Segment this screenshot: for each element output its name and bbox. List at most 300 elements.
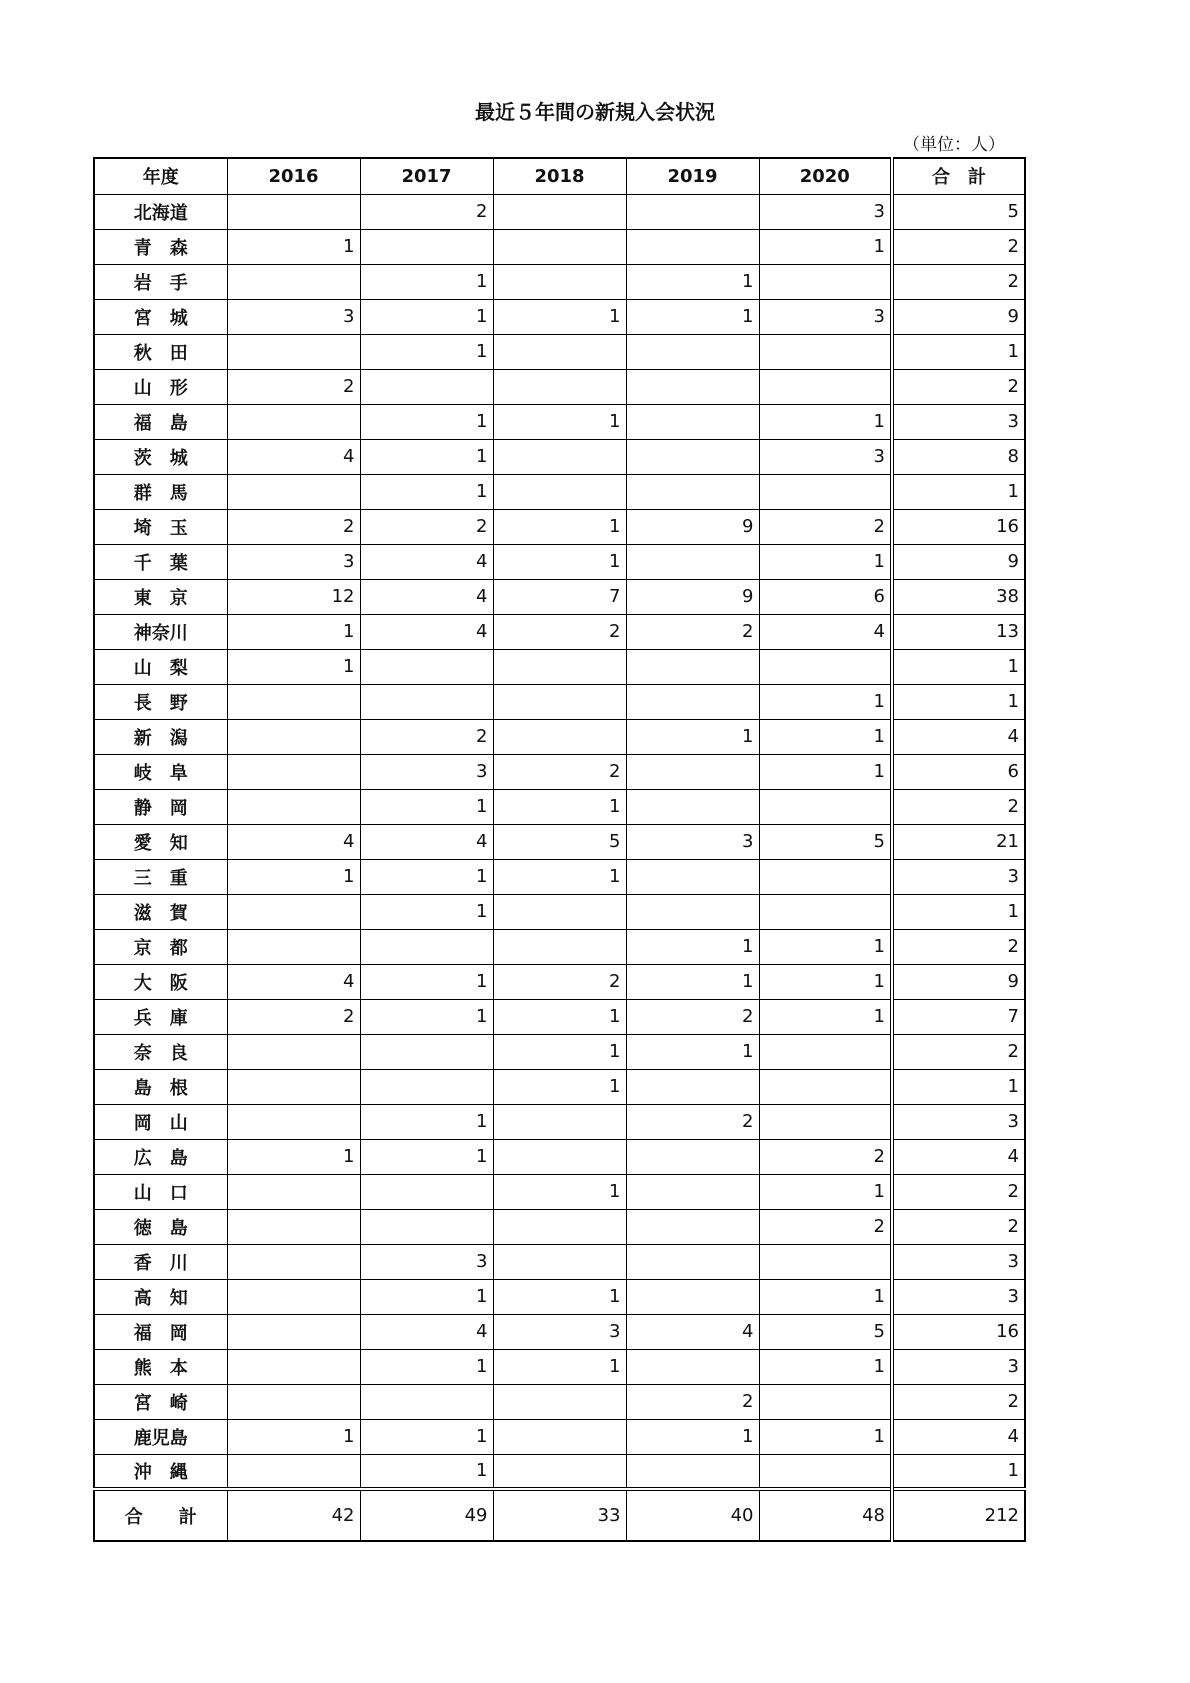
row-total: 7 bbox=[892, 999, 1025, 1034]
count-cell-2020 bbox=[759, 369, 892, 404]
count-cell-2017: 1 bbox=[360, 1279, 493, 1314]
count-cell-2017 bbox=[360, 1209, 493, 1244]
count-cell-2016: 4 bbox=[227, 964, 360, 999]
count-cell-2017: 1 bbox=[360, 404, 493, 439]
prefecture-name: 香 川 bbox=[94, 1244, 227, 1279]
count-cell-2018: 1 bbox=[493, 509, 626, 544]
count-cell-2018: 1 bbox=[493, 999, 626, 1034]
table-row bbox=[94, 1314, 1025, 1349]
count-cell-2020: 3 bbox=[759, 194, 892, 229]
table-row bbox=[94, 369, 1025, 404]
row-total: 16 bbox=[892, 1314, 1025, 1349]
table-row bbox=[94, 1069, 1025, 1104]
count-cell-2016 bbox=[227, 754, 360, 789]
count-cell-2016 bbox=[227, 1349, 360, 1384]
count-cell-2017: 1 bbox=[360, 789, 493, 824]
table-row bbox=[94, 1384, 1025, 1419]
table-row bbox=[94, 509, 1025, 544]
table-body bbox=[94, 194, 1025, 1489]
prefecture-name: 北海道 bbox=[94, 194, 227, 229]
count-cell-2020: 2 bbox=[759, 1209, 892, 1244]
count-cell-2018 bbox=[493, 369, 626, 404]
prefecture-name: 埼 玉 bbox=[94, 509, 227, 544]
row-total: 16 bbox=[892, 509, 1025, 544]
row-total: 3 bbox=[892, 1104, 1025, 1139]
count-cell-2017: 1 bbox=[360, 1454, 493, 1489]
count-cell-2016: 2 bbox=[227, 509, 360, 544]
header-row bbox=[94, 158, 1025, 194]
count-cell-2019 bbox=[626, 1209, 759, 1244]
count-cell-2017 bbox=[360, 1174, 493, 1209]
count-cell-2020 bbox=[759, 1104, 892, 1139]
count-cell-2016 bbox=[227, 789, 360, 824]
row-total: 6 bbox=[892, 754, 1025, 789]
count-cell-2020 bbox=[759, 1384, 892, 1419]
table-row bbox=[94, 299, 1025, 334]
table-row bbox=[94, 1209, 1025, 1244]
count-cell-2016 bbox=[227, 1314, 360, 1349]
count-cell-2017 bbox=[360, 929, 493, 964]
prefecture-name: 宮 城 bbox=[94, 299, 227, 334]
count-cell-2019: 1 bbox=[626, 964, 759, 999]
count-cell-2016 bbox=[227, 264, 360, 299]
header-year-2020: 2020 bbox=[759, 158, 892, 194]
row-total: 4 bbox=[892, 1419, 1025, 1454]
count-cell-2018 bbox=[493, 1104, 626, 1139]
count-cell-2016 bbox=[227, 1209, 360, 1244]
row-total: 1 bbox=[892, 649, 1025, 684]
count-cell-2018 bbox=[493, 684, 626, 719]
count-cell-2020: 5 bbox=[759, 824, 892, 859]
count-cell-2017: 1 bbox=[360, 1139, 493, 1174]
count-cell-2019: 2 bbox=[626, 999, 759, 1034]
count-cell-2016 bbox=[227, 929, 360, 964]
sum-label: 合 計 bbox=[94, 1489, 227, 1541]
count-cell-2019 bbox=[626, 474, 759, 509]
count-cell-2017 bbox=[360, 649, 493, 684]
row-total: 4 bbox=[892, 1139, 1025, 1174]
count-cell-2020: 3 bbox=[759, 439, 892, 474]
count-cell-2016 bbox=[227, 719, 360, 754]
count-cell-2019 bbox=[626, 1279, 759, 1314]
row-total: 3 bbox=[892, 859, 1025, 894]
count-cell-2018: 1 bbox=[493, 789, 626, 824]
count-cell-2020 bbox=[759, 264, 892, 299]
count-cell-2020: 1 bbox=[759, 719, 892, 754]
prefecture-name: 山 口 bbox=[94, 1174, 227, 1209]
prefecture-name: 徳 島 bbox=[94, 1209, 227, 1244]
count-cell-2016: 2 bbox=[227, 999, 360, 1034]
count-cell-2020: 1 bbox=[759, 754, 892, 789]
row-total: 1 bbox=[892, 474, 1025, 509]
row-total: 9 bbox=[892, 964, 1025, 999]
count-cell-2020 bbox=[759, 859, 892, 894]
count-cell-2018: 1 bbox=[493, 404, 626, 439]
row-total: 2 bbox=[892, 229, 1025, 264]
count-cell-2018: 1 bbox=[493, 1069, 626, 1104]
unit-note: （単位：人） bbox=[903, 135, 1005, 155]
sum-cell-2018: 33 bbox=[493, 1489, 626, 1541]
count-cell-2018 bbox=[493, 1454, 626, 1489]
count-cell-2019: 3 bbox=[626, 824, 759, 859]
row-total: 1 bbox=[892, 1454, 1025, 1489]
table-row bbox=[94, 334, 1025, 369]
count-cell-2017: 1 bbox=[360, 334, 493, 369]
count-cell-2020 bbox=[759, 1454, 892, 1489]
row-total: 2 bbox=[892, 1034, 1025, 1069]
prefecture-name: 滋 賀 bbox=[94, 894, 227, 929]
count-cell-2016 bbox=[227, 1244, 360, 1279]
row-total: 2 bbox=[892, 1384, 1025, 1419]
count-cell-2018: 1 bbox=[493, 859, 626, 894]
membership-table bbox=[93, 157, 1026, 1542]
count-cell-2018 bbox=[493, 1419, 626, 1454]
table-row bbox=[94, 404, 1025, 439]
count-cell-2020: 1 bbox=[759, 1349, 892, 1384]
count-cell-2020: 6 bbox=[759, 579, 892, 614]
count-cell-2018: 1 bbox=[493, 299, 626, 334]
count-cell-2018 bbox=[493, 194, 626, 229]
count-cell-2017 bbox=[360, 684, 493, 719]
count-cell-2019: 1 bbox=[626, 1034, 759, 1069]
row-total: 13 bbox=[892, 614, 1025, 649]
count-cell-2017: 1 bbox=[360, 894, 493, 929]
table-row bbox=[94, 264, 1025, 299]
prefecture-name: 大 阪 bbox=[94, 964, 227, 999]
count-cell-2016: 3 bbox=[227, 544, 360, 579]
count-cell-2018: 2 bbox=[493, 964, 626, 999]
header-year-2017: 2017 bbox=[360, 158, 493, 194]
count-cell-2019: 1 bbox=[626, 299, 759, 334]
count-cell-2019: 9 bbox=[626, 509, 759, 544]
count-cell-2020: 1 bbox=[759, 999, 892, 1034]
count-cell-2018 bbox=[493, 334, 626, 369]
count-cell-2020 bbox=[759, 649, 892, 684]
count-cell-2019 bbox=[626, 1174, 759, 1209]
count-cell-2017 bbox=[360, 1069, 493, 1104]
count-cell-2018 bbox=[493, 929, 626, 964]
row-total: 9 bbox=[892, 544, 1025, 579]
count-cell-2020: 3 bbox=[759, 299, 892, 334]
count-cell-2017 bbox=[360, 1034, 493, 1069]
prefecture-name: 岐 阜 bbox=[94, 754, 227, 789]
count-cell-2020: 4 bbox=[759, 614, 892, 649]
row-total: 3 bbox=[892, 1244, 1025, 1279]
count-cell-2016: 1 bbox=[227, 229, 360, 264]
count-cell-2019 bbox=[626, 404, 759, 439]
row-total: 1 bbox=[892, 684, 1025, 719]
count-cell-2016 bbox=[227, 194, 360, 229]
count-cell-2019: 1 bbox=[626, 264, 759, 299]
row-total: 38 bbox=[892, 579, 1025, 614]
count-cell-2017 bbox=[360, 229, 493, 264]
count-cell-2020 bbox=[759, 1244, 892, 1279]
count-cell-2020 bbox=[759, 334, 892, 369]
row-total: 2 bbox=[892, 264, 1025, 299]
header-total: 合 計 bbox=[892, 158, 1025, 194]
prefecture-name: 青 森 bbox=[94, 229, 227, 264]
prefecture-name: 岩 手 bbox=[94, 264, 227, 299]
count-cell-2018 bbox=[493, 649, 626, 684]
row-total: 2 bbox=[892, 929, 1025, 964]
count-cell-2019 bbox=[626, 369, 759, 404]
prefecture-name: 茨 城 bbox=[94, 439, 227, 474]
count-cell-2017: 1 bbox=[360, 299, 493, 334]
count-cell-2020: 1 bbox=[759, 964, 892, 999]
prefecture-name: 秋 田 bbox=[94, 334, 227, 369]
prefecture-name: 兵 庫 bbox=[94, 999, 227, 1034]
count-cell-2019: 2 bbox=[626, 1104, 759, 1139]
count-cell-2018: 2 bbox=[493, 754, 626, 789]
header-year-2018: 2018 bbox=[493, 158, 626, 194]
sum-cell-2020: 48 bbox=[759, 1489, 892, 1541]
prefecture-name: 京 都 bbox=[94, 929, 227, 964]
count-cell-2018: 5 bbox=[493, 824, 626, 859]
count-cell-2018 bbox=[493, 229, 626, 264]
count-cell-2019 bbox=[626, 1244, 759, 1279]
prefecture-name: 山 梨 bbox=[94, 649, 227, 684]
prefecture-name: 愛 知 bbox=[94, 824, 227, 859]
count-cell-2016: 4 bbox=[227, 439, 360, 474]
count-cell-2016 bbox=[227, 1069, 360, 1104]
count-cell-2018 bbox=[493, 264, 626, 299]
count-cell-2018 bbox=[493, 719, 626, 754]
prefecture-name: 群 馬 bbox=[94, 474, 227, 509]
table-row bbox=[94, 1034, 1025, 1069]
prefecture-name: 宮 崎 bbox=[94, 1384, 227, 1419]
count-cell-2018: 2 bbox=[493, 614, 626, 649]
count-cell-2018 bbox=[493, 894, 626, 929]
count-cell-2020: 1 bbox=[759, 1174, 892, 1209]
count-cell-2020: 1 bbox=[759, 404, 892, 439]
page-title: 最近５年間の新規入会状況 bbox=[475, 100, 715, 124]
count-cell-2016 bbox=[227, 1034, 360, 1069]
table-row bbox=[94, 999, 1025, 1034]
count-cell-2019 bbox=[626, 334, 759, 369]
count-cell-2017: 1 bbox=[360, 439, 493, 474]
count-cell-2020: 2 bbox=[759, 509, 892, 544]
count-cell-2016 bbox=[227, 1104, 360, 1139]
row-total: 1 bbox=[892, 1069, 1025, 1104]
count-cell-2017: 4 bbox=[360, 1314, 493, 1349]
count-cell-2017: 1 bbox=[360, 1349, 493, 1384]
count-cell-2016: 1 bbox=[227, 1139, 360, 1174]
count-cell-2019: 1 bbox=[626, 1419, 759, 1454]
table-row bbox=[94, 1419, 1025, 1454]
count-cell-2020 bbox=[759, 894, 892, 929]
prefecture-name: 鹿児島 bbox=[94, 1419, 227, 1454]
count-cell-2017: 1 bbox=[360, 859, 493, 894]
count-cell-2016 bbox=[227, 684, 360, 719]
row-total: 2 bbox=[892, 789, 1025, 824]
count-cell-2020 bbox=[759, 1034, 892, 1069]
count-cell-2018: 1 bbox=[493, 1349, 626, 1384]
count-cell-2016 bbox=[227, 1174, 360, 1209]
row-total: 21 bbox=[892, 824, 1025, 859]
count-cell-2020: 1 bbox=[759, 684, 892, 719]
count-cell-2019 bbox=[626, 544, 759, 579]
count-cell-2017: 2 bbox=[360, 194, 493, 229]
count-cell-2020 bbox=[759, 1069, 892, 1104]
count-cell-2019: 2 bbox=[626, 1384, 759, 1419]
count-cell-2018 bbox=[493, 474, 626, 509]
count-cell-2016: 4 bbox=[227, 824, 360, 859]
count-cell-2019 bbox=[626, 649, 759, 684]
count-cell-2017: 4 bbox=[360, 544, 493, 579]
row-total: 3 bbox=[892, 1279, 1025, 1314]
count-cell-2017: 1 bbox=[360, 1104, 493, 1139]
count-cell-2018 bbox=[493, 439, 626, 474]
table-row bbox=[94, 859, 1025, 894]
row-total: 5 bbox=[892, 194, 1025, 229]
count-cell-2017: 1 bbox=[360, 999, 493, 1034]
count-cell-2019 bbox=[626, 859, 759, 894]
count-cell-2020: 1 bbox=[759, 929, 892, 964]
table-row bbox=[94, 964, 1025, 999]
count-cell-2017: 1 bbox=[360, 964, 493, 999]
count-cell-2020 bbox=[759, 789, 892, 824]
count-cell-2016 bbox=[227, 474, 360, 509]
count-cell-2017: 1 bbox=[360, 474, 493, 509]
count-cell-2017 bbox=[360, 369, 493, 404]
count-cell-2020: 1 bbox=[759, 544, 892, 579]
count-cell-2016 bbox=[227, 1454, 360, 1489]
table-row bbox=[94, 1244, 1025, 1279]
prefecture-name: 熊 本 bbox=[94, 1349, 227, 1384]
table-row bbox=[94, 579, 1025, 614]
count-cell-2016: 2 bbox=[227, 369, 360, 404]
sum-cell-2016: 42 bbox=[227, 1489, 360, 1541]
prefecture-name: 高 知 bbox=[94, 1279, 227, 1314]
table-row bbox=[94, 929, 1025, 964]
table-row bbox=[94, 474, 1025, 509]
count-cell-2016: 3 bbox=[227, 299, 360, 334]
header-year-label: 年度 bbox=[94, 158, 227, 194]
count-cell-2017: 4 bbox=[360, 579, 493, 614]
count-cell-2020: 1 bbox=[759, 229, 892, 264]
count-cell-2018: 3 bbox=[493, 1314, 626, 1349]
prefecture-name: 広 島 bbox=[94, 1139, 227, 1174]
count-cell-2018 bbox=[493, 1139, 626, 1174]
count-cell-2020: 5 bbox=[759, 1314, 892, 1349]
count-cell-2016: 12 bbox=[227, 579, 360, 614]
count-cell-2017: 3 bbox=[360, 754, 493, 789]
table-row bbox=[94, 544, 1025, 579]
count-cell-2016: 1 bbox=[227, 1419, 360, 1454]
table-row bbox=[94, 194, 1025, 229]
count-cell-2016: 1 bbox=[227, 614, 360, 649]
count-cell-2019 bbox=[626, 789, 759, 824]
sum-row bbox=[94, 1489, 1025, 1541]
row-total: 3 bbox=[892, 1349, 1025, 1384]
count-cell-2016 bbox=[227, 1384, 360, 1419]
table-row bbox=[94, 229, 1025, 264]
count-cell-2019: 4 bbox=[626, 1314, 759, 1349]
count-cell-2018 bbox=[493, 1209, 626, 1244]
count-cell-2020: 1 bbox=[759, 1279, 892, 1314]
count-cell-2019 bbox=[626, 1454, 759, 1489]
count-cell-2019: 1 bbox=[626, 929, 759, 964]
count-cell-2019 bbox=[626, 229, 759, 264]
table-row bbox=[94, 439, 1025, 474]
count-cell-2018: 1 bbox=[493, 1034, 626, 1069]
prefecture-name: 福 島 bbox=[94, 404, 227, 439]
count-cell-2017: 2 bbox=[360, 719, 493, 754]
prefecture-name: 山 形 bbox=[94, 369, 227, 404]
count-cell-2017: 1 bbox=[360, 1419, 493, 1454]
count-cell-2019 bbox=[626, 1349, 759, 1384]
count-cell-2019 bbox=[626, 1139, 759, 1174]
prefecture-name: 島 根 bbox=[94, 1069, 227, 1104]
count-cell-2016 bbox=[227, 404, 360, 439]
count-cell-2019 bbox=[626, 1069, 759, 1104]
count-cell-2019 bbox=[626, 894, 759, 929]
table-row bbox=[94, 1279, 1025, 1314]
count-cell-2018 bbox=[493, 1244, 626, 1279]
sum-cell-2019: 40 bbox=[626, 1489, 759, 1541]
table-row bbox=[94, 719, 1025, 754]
table-row bbox=[94, 614, 1025, 649]
prefecture-name: 東 京 bbox=[94, 579, 227, 614]
count-cell-2016 bbox=[227, 1279, 360, 1314]
table-row bbox=[94, 649, 1025, 684]
prefecture-name: 静 岡 bbox=[94, 789, 227, 824]
count-cell-2020: 1 bbox=[759, 1419, 892, 1454]
count-cell-2020 bbox=[759, 474, 892, 509]
row-total: 3 bbox=[892, 404, 1025, 439]
prefecture-name: 奈 良 bbox=[94, 1034, 227, 1069]
sum-grand-total: 212 bbox=[892, 1489, 1025, 1541]
count-cell-2018: 1 bbox=[493, 544, 626, 579]
count-cell-2019 bbox=[626, 194, 759, 229]
prefecture-name: 神奈川 bbox=[94, 614, 227, 649]
count-cell-2020: 2 bbox=[759, 1139, 892, 1174]
row-total: 1 bbox=[892, 334, 1025, 369]
count-cell-2019 bbox=[626, 754, 759, 789]
row-total: 9 bbox=[892, 299, 1025, 334]
table-row bbox=[94, 894, 1025, 929]
count-cell-2018: 1 bbox=[493, 1174, 626, 1209]
prefecture-name: 岡 山 bbox=[94, 1104, 227, 1139]
count-cell-2018 bbox=[493, 1384, 626, 1419]
table-row bbox=[94, 754, 1025, 789]
table-row bbox=[94, 1139, 1025, 1174]
count-cell-2019 bbox=[626, 684, 759, 719]
row-total: 2 bbox=[892, 1174, 1025, 1209]
prefecture-name: 千 葉 bbox=[94, 544, 227, 579]
header-year-2019: 2019 bbox=[626, 158, 759, 194]
count-cell-2019: 2 bbox=[626, 614, 759, 649]
prefecture-name: 三 重 bbox=[94, 859, 227, 894]
count-cell-2017: 3 bbox=[360, 1244, 493, 1279]
count-cell-2017 bbox=[360, 1384, 493, 1419]
count-cell-2019 bbox=[626, 439, 759, 474]
count-cell-2017: 4 bbox=[360, 824, 493, 859]
sum-cell-2017: 49 bbox=[360, 1489, 493, 1541]
count-cell-2017: 4 bbox=[360, 614, 493, 649]
row-total: 2 bbox=[892, 1209, 1025, 1244]
row-total: 4 bbox=[892, 719, 1025, 754]
row-total: 2 bbox=[892, 369, 1025, 404]
count-cell-2016: 1 bbox=[227, 859, 360, 894]
count-cell-2019: 1 bbox=[626, 719, 759, 754]
table-row bbox=[94, 1454, 1025, 1489]
table-row bbox=[94, 1349, 1025, 1384]
count-cell-2016 bbox=[227, 894, 360, 929]
table-row bbox=[94, 684, 1025, 719]
row-total: 1 bbox=[892, 894, 1025, 929]
count-cell-2016: 1 bbox=[227, 649, 360, 684]
